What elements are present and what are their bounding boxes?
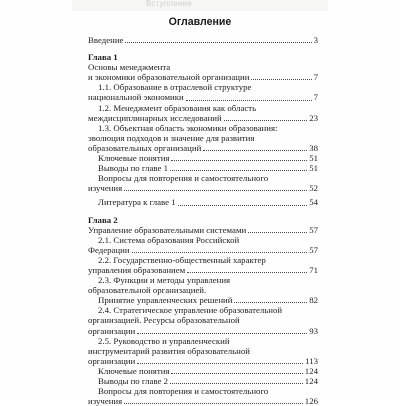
toc-entry [88, 346, 318, 356]
toc-entry-text: 1.1. Образование в отраслевой структуре [98, 82, 252, 93]
chapter-label: Глава 1 [88, 52, 118, 63]
toc-page-number: 124 [304, 376, 318, 386]
toc-entry-text: организации [88, 355, 136, 366]
toc-entry-text: Принятие управленческих решений [98, 295, 233, 306]
chapter-heading [88, 215, 318, 225]
dot-leader [125, 42, 311, 43]
toc-entry [88, 245, 318, 255]
toc-page-number: 7 [313, 92, 318, 103]
toc-entry-text: Вопросы для повторения и самостоятельного [98, 173, 269, 184]
dot-leader [170, 170, 307, 171]
toc-entry-text: управления образованием [88, 264, 186, 275]
toc-entry-text: и экономики образовательной организации [88, 72, 250, 83]
toc-entry [88, 386, 318, 396]
toc-entry-text: 2.1. Система образования Российской [98, 234, 240, 245]
toc-page-number: 23 [309, 112, 318, 123]
toc-page-number: 51 [309, 153, 318, 164]
page-top-edge [72, 0, 328, 11]
toc-entry-text: Выводы по главе 2 [98, 376, 168, 386]
toc-entry [88, 376, 318, 386]
toc-entry [88, 35, 318, 45]
toc-page-number: 7 [313, 72, 318, 83]
toc-entry-text: 2.5. Руководство и управленческий [98, 335, 230, 346]
page-title: Оглавление [168, 16, 232, 28]
toc-page-number: 113 [305, 355, 318, 366]
toc-entry-text: эволюция подходов и значение для развития [88, 132, 255, 143]
toc-entry [88, 123, 318, 133]
toc-entry [88, 225, 318, 235]
toc-entry [88, 163, 318, 173]
toc-page-number: 126 [304, 396, 318, 406]
toc-entry [88, 92, 318, 102]
toc-entry [88, 82, 318, 92]
dot-leader [171, 373, 302, 374]
toc-entry-text: 1.2. Менеджмент образования как область [98, 102, 257, 113]
toc-page-number: 124 [304, 365, 318, 376]
toc-entry-text: 2.3. Функции и методы управления [98, 275, 231, 286]
toc-page-number: 82 [309, 295, 318, 306]
toc-entry-text: образовательной организацией. [88, 285, 207, 296]
toc-entry-text: организации [88, 325, 136, 336]
toc-page-number: 3 [313, 35, 318, 45]
toc-entry-text: изучения [88, 183, 123, 194]
toc-entry-text: Ключевые понятия [98, 153, 170, 164]
toc-entry [88, 366, 318, 376]
toc-entry [88, 197, 318, 207]
toc-entry-text: междисциплинарных исследований [88, 112, 222, 123]
toc-entry [88, 133, 318, 143]
toc-entry [88, 72, 318, 82]
dot-leader [234, 302, 307, 303]
toc-entry [88, 295, 318, 305]
toc-entry-text: 2.2. Государственно-общественный характер [98, 254, 266, 265]
toc-entry [88, 336, 318, 346]
dot-leader [187, 272, 307, 273]
toc-page-number: 93 [309, 325, 318, 336]
toc-entry [88, 183, 318, 193]
dot-leader [137, 363, 303, 364]
toc-entry-text: образовательных организаций [88, 142, 202, 153]
toc-entry [88, 396, 318, 406]
dot-leader [251, 79, 311, 80]
corner-label: Вступление [146, 0, 192, 8]
toc-entry-text: Основы менеджмента [88, 62, 171, 73]
table-of-contents [88, 35, 318, 406]
toc-entry-text: инструментарий развития образовательной [88, 345, 250, 356]
toc-entry-text: Вопросы для повторения и самостоятельного [98, 386, 269, 397]
toc-entry [88, 265, 318, 275]
toc-entry-text: Выводы по главе 1 [98, 163, 168, 174]
toc-page-number: 38 [309, 142, 318, 153]
toc-entry [88, 62, 318, 72]
toc-page-number: 71 [309, 264, 318, 275]
toc-entry [88, 326, 318, 336]
chapter-heading [88, 52, 318, 62]
toc-entry [88, 103, 318, 113]
dot-leader [178, 205, 308, 206]
toc-entry-text: организацией. Ресурсы образовательной [88, 315, 240, 326]
toc-page-number: 57 [309, 244, 318, 255]
toc-entry-text: Литература к главе 1 [98, 197, 176, 208]
toc-entry-text: 1.3. Объектная область экономики образования: [98, 122, 278, 133]
toc-entry [88, 153, 318, 163]
toc-entry-text: Федерации [88, 244, 130, 255]
toc-entry [88, 173, 318, 183]
toc-entry-text: Ключевые понятия [98, 365, 170, 376]
toc-entry [88, 235, 318, 245]
dot-leader [171, 160, 307, 161]
toc-entry [88, 113, 318, 123]
toc-entry-text: Управление образовательными системами [88, 224, 247, 235]
dot-leader [248, 232, 307, 233]
chapter-label: Глава 2 [88, 214, 118, 225]
toc-entry [88, 143, 318, 153]
dot-leader [132, 252, 308, 253]
dot-leader [124, 190, 307, 191]
toc-entry-text: 2.4. Стратегическое управление образовательной [98, 305, 283, 316]
dot-leader [186, 100, 312, 101]
toc-page-number: 51 [309, 163, 318, 174]
dot-leader [224, 120, 307, 121]
toc-page-number: 52 [309, 183, 318, 194]
dot-leader [170, 383, 303, 384]
dot-leader [203, 150, 307, 151]
dot-leader [124, 403, 303, 404]
toc-entry [88, 356, 318, 366]
toc-entry-text: национальной экономики [88, 92, 184, 103]
toc-page-number: 54 [309, 197, 318, 208]
toc-entry [88, 315, 318, 325]
toc-entry-text: изучения [88, 396, 123, 406]
toc-page-number: 57 [309, 224, 318, 235]
toc-entry-text: Введение [88, 35, 124, 45]
dot-leader [137, 333, 307, 334]
toc-entry [88, 275, 318, 285]
toc-entry [88, 305, 318, 315]
toc-entry [88, 255, 318, 265]
toc-entry [88, 285, 318, 295]
